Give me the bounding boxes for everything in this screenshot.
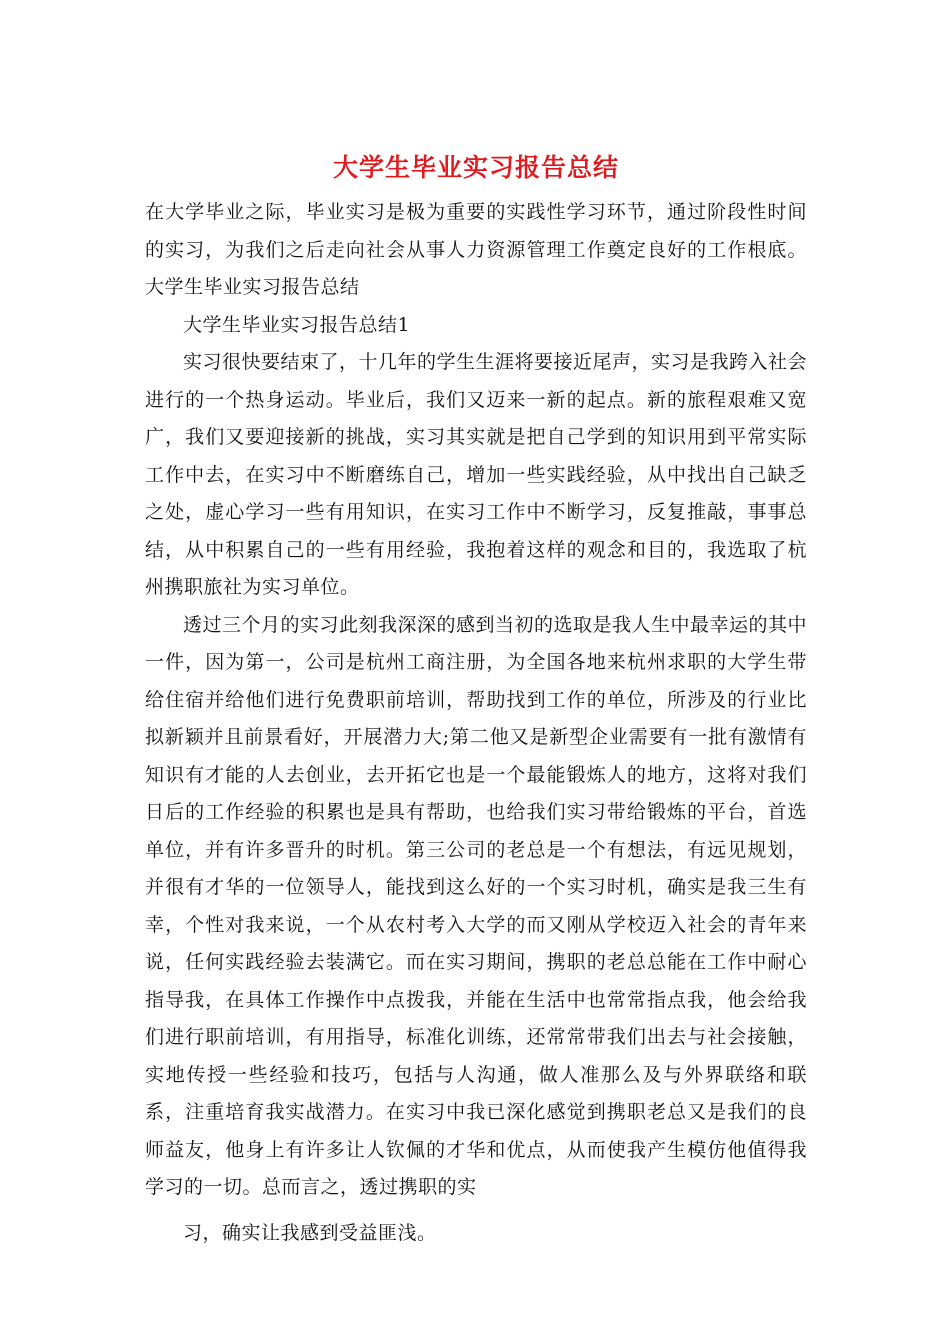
- document-page: [145, 148, 807, 1252]
- section-subheading: 大学生毕业实习报告总结1: [183, 313, 411, 336]
- body-paragraph-3: 习，确实让我感到受益匪浅。: [183, 1221, 437, 1244]
- body-paragraph-1: 实习很快要结束了，十几年的学生生涯将要接近尾声，实习是我跨入社会进行的一个热身运动。毕业后，我们又迈来一新的起点。新的旅程艰难又宽广，我们又要迎接新的挑战，实习其实就是把自己学到的知识用到平常实际工作中去，在实习中不断磨练自己，增加一些实践经验，从中找出自己缺乏之处，虚心学习一些有用知识，在实习工作中不断学习，反复推敲，事事总结，从中积累自己的一些有用经验，我抱着这样的观念和目的，我选取了杭州携职旅社为实习单位。: [145, 351, 808, 598]
- body-paragraph-2: 透过三个月的实习此刻我深深的感到当初的选取是我人生中最幸运的其中一件，因为第一，公司是杭州工商注册，为全国各地来杭州求职的大学生带给住宿并给他们进行免费职前培训，帮助找到工作的单位，所涉及的行业比拟新颖并且前景看好，开展潜力大;第二他又是新型企业需要有一批有激情有知识有才能的人去创业，去开拓它也是一个最能锻炼人的地方，这将对我们日后的工作经验的积累也是具有帮助，也给我们实习带给锻炼的平台，首选单位，并有许多晋升的时机。第三公司的老总是一个有想法，有远见规划，并很有才华的一位领导人，能找到这么好的一个实习时机，确实是我三生有幸，个性对我来说，一个从农村考入大学的而又刚从学校迈入社会的青年来说，任何实践经验去装满它。而在实习期间，携职的老总总能在工作中耐心指导我，在具体工作操作中点拨我，并能在生活中也常常指点我，他会给我们进行职前培训，有用指导，标准化训练，还常常带我们出去与社会接触，实地传授一些经验和技巧，包括与人沟通，做人准那么及与外界联络和联系，注重培育我实战潜力。在实习中我已深化感觉到携职老总又是我们的良师益友，他身上有许多让人钦佩的才华和优点，从而使我产生模仿他值得我学习的一切。总而言之，透过携职的实: [145, 613, 808, 1198]
- document-title: 大学生毕业实习报告总结: [332, 153, 619, 182]
- intro-paragraph: 在大学毕业之际，毕业实习是极为重要的实践性学习环节，通过阶段性时间的实习，为我们之后走向社会从事人力资源管理工作奠定良好的工作根底。大学生毕业实习报告总结: [145, 201, 807, 298]
